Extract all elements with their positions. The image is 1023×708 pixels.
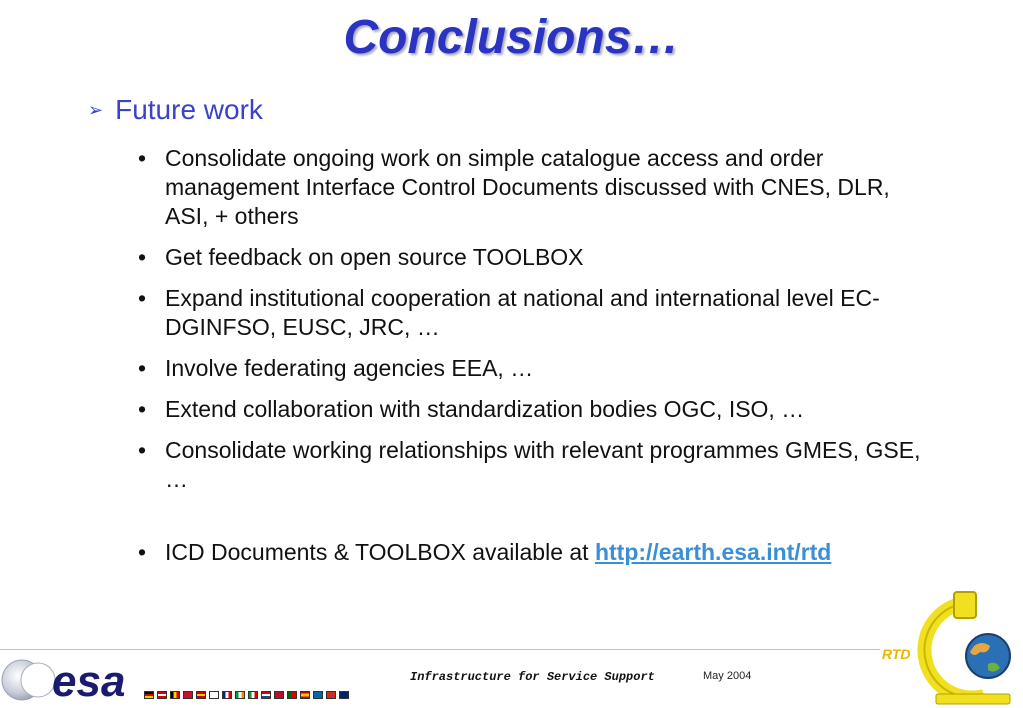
toolbox-link[interactable]: http://earth.esa.int/rtd [594, 539, 832, 565]
list-item-text: Expand institutional cooperation at national and international level EC-DGINFSO, EUSC, JRC, … [165, 285, 880, 340]
list-item [138, 144, 938, 231]
flag-icon [144, 691, 154, 699]
flag-icon [287, 691, 297, 699]
bullet-dot-icon: • [138, 145, 147, 171]
bullet-list [138, 144, 938, 579]
bullet-dot-icon: • [138, 437, 147, 463]
section-heading-text: Future work [115, 94, 263, 125]
list-item-text: Get feedback on open source TOOLBOX [165, 244, 584, 270]
list-item [138, 395, 938, 424]
flag-icon [326, 691, 336, 699]
flag-icon [339, 691, 349, 699]
flag-icon [274, 691, 284, 699]
bullet-dot-icon: • [138, 244, 147, 270]
flag-icon [183, 691, 193, 699]
rtd-logo-text: RTD [882, 646, 911, 662]
flag-icon [313, 691, 323, 699]
flag-icon [196, 691, 206, 699]
flag-icon [248, 691, 258, 699]
list-item [138, 284, 938, 342]
flag-icon [300, 691, 310, 699]
slide-title: Conclusions… [343, 11, 680, 64]
footer-divider [0, 649, 880, 650]
list-item [138, 243, 938, 272]
member-flags [144, 691, 349, 699]
footer-date: May 2004 [703, 670, 752, 682]
esa-logo-text: esa [52, 657, 126, 706]
esa-logo [0, 652, 145, 708]
flag-icon [222, 691, 232, 699]
list-item [138, 436, 938, 494]
list-item-text: Extend collaboration with standardization bodies OGC, ISO, … [165, 396, 805, 422]
footer-label: Infrastructure for Service Support [410, 670, 655, 684]
rtd-microscope-logo [876, 584, 1016, 706]
section-heading [88, 94, 263, 126]
list-item-text: Involve federating agencies EEA, … [165, 355, 534, 381]
bullet-dot-icon: • [138, 396, 147, 422]
list-item-availability [138, 538, 938, 567]
bullet-dot-icon: • [138, 355, 147, 381]
arrow-bullet-icon: ➢ [88, 99, 104, 120]
list-item [138, 354, 938, 383]
flag-icon [157, 691, 167, 699]
list-item-text: Consolidate ongoing work on simple catalogue access and order management Interface Control Documents discussed with CNES, DLR, ASI, + others [165, 145, 890, 229]
flag-icon [209, 691, 219, 699]
availability-text: ICD Documents & TOOLBOX available at [165, 539, 595, 565]
list-item-text: Consolidate working relationships with relevant programmes GMES, GSE, … [165, 437, 921, 492]
flag-icon [261, 691, 271, 699]
bullet-dot-icon: • [138, 285, 147, 311]
flag-icon [170, 691, 180, 699]
bullet-dot-icon: • [138, 539, 147, 565]
flag-icon [235, 691, 245, 699]
